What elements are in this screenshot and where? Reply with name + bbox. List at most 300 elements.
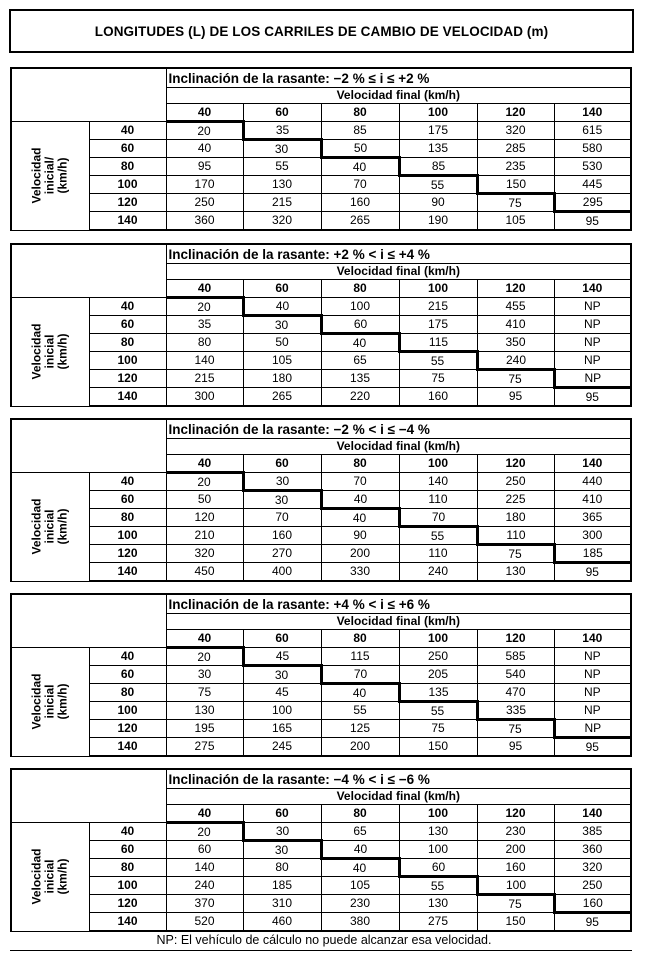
inclination-label: Inclinación de la rasante: −2 % ≤ i ≤ +2 % <box>166 68 631 88</box>
length-cell: 310 <box>243 895 321 913</box>
length-cell: 160 <box>399 388 477 407</box>
length-cell: 265 <box>243 388 321 407</box>
length-cell: 60 <box>399 859 477 877</box>
length-cell: 95 <box>554 913 631 932</box>
initial-speed-cell: 140 <box>89 563 166 582</box>
length-cell: 285 <box>477 140 554 158</box>
initial-speed-cell: 100 <box>89 702 166 720</box>
length-cell: 170 <box>166 176 243 194</box>
final-speed-header: 100 <box>399 630 477 648</box>
length-cell: 185 <box>554 545 631 563</box>
final-speed-header: 80 <box>321 630 399 648</box>
final-speed-header: 40 <box>166 805 243 823</box>
initial-speed-cell: 100 <box>89 176 166 194</box>
initial-speed-cell: 40 <box>89 473 166 491</box>
document-title <box>9 9 634 53</box>
final-speed-header: 60 <box>243 280 321 298</box>
length-cell: 95 <box>166 158 243 176</box>
length-cell: NP <box>554 316 631 334</box>
initial-speed-label-text <box>31 673 70 729</box>
length-cell: 240 <box>166 877 243 895</box>
initial-speed-label-line: (km/h) <box>55 157 70 194</box>
initial-speed-cell: 80 <box>89 334 166 352</box>
initial-speed-cell: 140 <box>89 913 166 932</box>
final-speed-header: 40 <box>166 280 243 298</box>
table-row <box>11 666 631 684</box>
initial-speed-cell: 100 <box>89 527 166 545</box>
table-row <box>11 720 631 738</box>
initial-speed-label-line: inicial <box>42 859 57 894</box>
length-cell: 180 <box>477 509 554 527</box>
length-cell: 240 <box>477 352 554 370</box>
initial-speed-cell: 60 <box>89 841 166 859</box>
length-cell: 585 <box>477 648 554 666</box>
length-cell: 410 <box>477 316 554 334</box>
length-cell: 360 <box>554 841 631 859</box>
final-speed-header: 120 <box>477 104 554 122</box>
length-cell: 110 <box>477 527 554 545</box>
initial-speed-cell: 120 <box>89 194 166 212</box>
length-cell: 360 <box>166 212 243 231</box>
length-cell: 80 <box>166 334 243 352</box>
length-cell: 105 <box>243 352 321 370</box>
table-row <box>11 122 631 140</box>
length-cell: 320 <box>477 122 554 140</box>
length-cell: 20 <box>166 823 243 841</box>
length-cell: 400 <box>243 563 321 582</box>
length-cell: 225 <box>477 491 554 509</box>
document-title-text: LONGITUDES (L) DE LOS CARRILES DE CAMBIO DE VELOCIDAD (m) <box>94 23 549 39</box>
length-cell: 75 <box>477 895 554 913</box>
final-speed-header: 60 <box>243 455 321 473</box>
length-cell: 115 <box>399 334 477 352</box>
table-row <box>11 545 631 563</box>
length-cell: 365 <box>554 509 631 527</box>
length-cell: 215 <box>243 194 321 212</box>
initial-speed-label <box>11 298 89 407</box>
final-speed-header: 140 <box>554 455 631 473</box>
length-cell: 95 <box>477 738 554 757</box>
inclination-row <box>11 594 631 614</box>
length-cell: 135 <box>399 140 477 158</box>
table-row <box>11 684 631 702</box>
initial-speed-label-text <box>31 147 70 203</box>
length-cell: 265 <box>321 212 399 231</box>
final-speed-header: 80 <box>321 805 399 823</box>
length-cell: 135 <box>321 370 399 388</box>
length-cell: 70 <box>399 509 477 527</box>
initial-speed-cell: 100 <box>89 352 166 370</box>
length-cell: 130 <box>399 823 477 841</box>
length-cell: 300 <box>166 388 243 407</box>
length-cell: NP <box>554 702 631 720</box>
final-speed-header: 120 <box>477 455 554 473</box>
footnote: NP: El vehículo de cálculo no puede alcanzar esa velocidad. <box>156 933 492 947</box>
table-row <box>11 491 631 509</box>
initial-speed-label-line: (km/h) <box>55 858 70 895</box>
length-cell: 130 <box>399 895 477 913</box>
length-cell: 250 <box>166 194 243 212</box>
length-cell: 90 <box>399 194 477 212</box>
initial-speed-label-text <box>31 323 70 379</box>
length-cell: 50 <box>243 334 321 352</box>
table-row <box>11 913 631 932</box>
length-cell: 80 <box>243 859 321 877</box>
length-cell: 200 <box>321 545 399 563</box>
final-speed-header: 140 <box>554 630 631 648</box>
length-cell: 85 <box>399 158 477 176</box>
length-cell: 160 <box>243 527 321 545</box>
table-row <box>11 388 631 407</box>
final-speed-header: 120 <box>477 630 554 648</box>
length-cell: 130 <box>243 176 321 194</box>
initial-speed-cell: 120 <box>89 895 166 913</box>
length-cell: 55 <box>399 702 477 720</box>
gradient-table-3 <box>10 418 632 582</box>
length-cell: 40 <box>321 334 399 352</box>
length-cell: 230 <box>321 895 399 913</box>
length-cell: 75 <box>477 720 554 738</box>
length-cell: 270 <box>243 545 321 563</box>
length-cell: 20 <box>166 473 243 491</box>
table-row <box>11 702 631 720</box>
length-cell: 30 <box>243 316 321 334</box>
length-cell: 55 <box>399 877 477 895</box>
length-cell: 520 <box>166 913 243 932</box>
length-cell: 75 <box>166 684 243 702</box>
initial-speed-label-line: (km/h) <box>55 683 70 720</box>
final-speed-header: 80 <box>321 455 399 473</box>
length-cell: 320 <box>166 545 243 563</box>
initial-speed-cell: 40 <box>89 122 166 140</box>
length-cell: 200 <box>477 841 554 859</box>
initial-speed-cell: 60 <box>89 140 166 158</box>
lengths-table <box>10 243 632 407</box>
final-speed-header: 40 <box>166 455 243 473</box>
length-cell: 200 <box>321 738 399 757</box>
initial-speed-label-text <box>31 498 70 554</box>
inclination-row <box>11 244 631 264</box>
length-cell: 180 <box>243 370 321 388</box>
length-cell: 40 <box>321 509 399 527</box>
length-cell: 70 <box>321 473 399 491</box>
length-cell: 250 <box>399 648 477 666</box>
length-cell: 40 <box>243 298 321 316</box>
final-speed-label: Velocidad final (km/h) <box>166 439 631 455</box>
length-cell: 530 <box>554 158 631 176</box>
initial-speed-cell: 60 <box>89 316 166 334</box>
length-cell: 105 <box>321 877 399 895</box>
length-cell: 30 <box>243 473 321 491</box>
length-cell: 30 <box>243 666 321 684</box>
table-row <box>11 212 631 231</box>
initial-speed-cell: 80 <box>89 158 166 176</box>
length-cell: 75 <box>477 545 554 563</box>
length-cell: 250 <box>554 877 631 895</box>
length-cell: 20 <box>166 122 243 140</box>
length-cell: 160 <box>477 859 554 877</box>
initial-speed-cell: 140 <box>89 212 166 231</box>
initial-speed-cell: 80 <box>89 684 166 702</box>
length-cell: 320 <box>554 859 631 877</box>
length-cell: 75 <box>477 194 554 212</box>
length-cell: 95 <box>554 563 631 582</box>
length-cell: 55 <box>399 176 477 194</box>
length-cell: 75 <box>399 720 477 738</box>
initial-speed-cell: 120 <box>89 545 166 563</box>
length-cell: 30 <box>243 841 321 859</box>
length-cell: 230 <box>477 823 554 841</box>
initial-speed-label-line: inicial <box>42 509 57 544</box>
length-cell: 160 <box>554 895 631 913</box>
initial-speed-cell: 140 <box>89 388 166 407</box>
length-cell: 130 <box>477 563 554 582</box>
initial-speed-label <box>11 648 89 757</box>
table-row <box>11 648 631 666</box>
table-row <box>11 176 631 194</box>
length-cell: 50 <box>321 140 399 158</box>
length-cell: 95 <box>554 738 631 757</box>
final-speed-header: 100 <box>399 104 477 122</box>
length-cell: 150 <box>399 738 477 757</box>
length-cell: 240 <box>399 563 477 582</box>
final-speed-header: 140 <box>554 104 631 122</box>
length-cell: 55 <box>399 527 477 545</box>
initial-speed-label-line: Velocidad <box>29 848 44 905</box>
inclination-row <box>11 68 631 88</box>
initial-speed-cell: 40 <box>89 823 166 841</box>
final-speed-header: 60 <box>243 805 321 823</box>
length-cell: 70 <box>321 176 399 194</box>
lengths-table <box>10 593 632 757</box>
inclination-label: Inclinación de la rasante: +4 % < i ≤ +6 % <box>166 594 631 614</box>
length-cell: 20 <box>166 648 243 666</box>
length-cell: 245 <box>243 738 321 757</box>
inclination-row <box>11 419 631 439</box>
length-cell: 100 <box>399 841 477 859</box>
length-cell: 140 <box>166 859 243 877</box>
length-cell: NP <box>554 298 631 316</box>
length-cell: 45 <box>243 648 321 666</box>
table-row <box>11 158 631 176</box>
lengths-table <box>10 418 632 582</box>
length-cell: 615 <box>554 122 631 140</box>
length-cell: 580 <box>554 140 631 158</box>
table-row <box>11 563 631 582</box>
length-cell: NP <box>554 720 631 738</box>
length-cell: 165 <box>243 720 321 738</box>
length-cell: 95 <box>477 388 554 407</box>
length-cell: 210 <box>166 527 243 545</box>
length-cell: 195 <box>166 720 243 738</box>
length-cell: 115 <box>321 648 399 666</box>
length-cell: 330 <box>321 563 399 582</box>
final-speed-header: 100 <box>399 455 477 473</box>
length-cell: 55 <box>321 702 399 720</box>
final-speed-label: Velocidad final (km/h) <box>166 88 631 104</box>
length-cell: 385 <box>554 823 631 841</box>
table-row <box>11 194 631 212</box>
initial-speed-cell: 100 <box>89 877 166 895</box>
initial-speed-label <box>11 122 89 231</box>
length-cell: 460 <box>243 913 321 932</box>
final-speed-header: 140 <box>554 805 631 823</box>
length-cell: 140 <box>399 473 477 491</box>
length-cell: 160 <box>321 194 399 212</box>
table-row <box>11 140 631 158</box>
initial-speed-label-line: inicial <box>42 334 57 369</box>
length-cell: 110 <box>399 545 477 563</box>
length-cell: 100 <box>477 877 554 895</box>
length-cell: 70 <box>321 666 399 684</box>
length-cell: 30 <box>243 140 321 158</box>
length-cell: 60 <box>321 316 399 334</box>
initial-speed-label-text <box>31 848 70 904</box>
corner-blank-cell <box>11 68 166 122</box>
final-speed-label: Velocidad final (km/h) <box>166 789 631 805</box>
length-cell: 95 <box>554 388 631 407</box>
length-cell: 370 <box>166 895 243 913</box>
length-cell: NP <box>554 648 631 666</box>
inclination-label: Inclinación de la rasante: −4 % < i ≤ −6 % <box>166 769 631 789</box>
initial-speed-label-line: inicial <box>42 684 57 719</box>
length-cell: 55 <box>399 352 477 370</box>
length-cell: 55 <box>243 158 321 176</box>
length-cell: 440 <box>554 473 631 491</box>
initial-speed-label-line: (km/h) <box>55 333 70 370</box>
length-cell: 40 <box>321 158 399 176</box>
length-cell: 50 <box>166 491 243 509</box>
length-cell: 150 <box>477 176 554 194</box>
length-cell: 275 <box>166 738 243 757</box>
initial-speed-cell: 80 <box>89 859 166 877</box>
table-row <box>11 334 631 352</box>
length-cell: 70 <box>243 509 321 527</box>
length-cell: 130 <box>166 702 243 720</box>
table-row <box>11 738 631 757</box>
length-cell: 175 <box>399 122 477 140</box>
length-cell: 455 <box>477 298 554 316</box>
table-row <box>11 316 631 334</box>
length-cell: 30 <box>243 491 321 509</box>
length-cell: 350 <box>477 334 554 352</box>
corner-blank-cell <box>11 769 166 823</box>
length-cell: 45 <box>243 684 321 702</box>
length-cell: 40 <box>166 140 243 158</box>
length-cell: 90 <box>321 527 399 545</box>
final-speed-header: 120 <box>477 280 554 298</box>
final-speed-header: 140 <box>554 280 631 298</box>
length-cell: 335 <box>477 702 554 720</box>
length-cell: 75 <box>399 370 477 388</box>
initial-speed-label-line: Velocidad <box>29 673 44 730</box>
initial-speed-label-line: (km/h) <box>55 508 70 545</box>
length-cell: 65 <box>321 352 399 370</box>
final-speed-header: 100 <box>399 805 477 823</box>
table-row <box>11 509 631 527</box>
initial-speed-label <box>11 823 89 932</box>
gradient-table-2 <box>10 243 632 407</box>
length-cell: NP <box>554 334 631 352</box>
final-speed-header: 60 <box>243 630 321 648</box>
table-row <box>11 841 631 859</box>
length-cell: 40 <box>321 684 399 702</box>
length-cell: 95 <box>554 212 631 231</box>
lengths-table <box>10 67 632 231</box>
length-cell: 445 <box>554 176 631 194</box>
length-cell: 450 <box>166 563 243 582</box>
table-row <box>11 298 631 316</box>
final-speed-header: 40 <box>166 630 243 648</box>
length-cell: 215 <box>166 370 243 388</box>
length-cell: 100 <box>243 702 321 720</box>
table-row <box>11 895 631 913</box>
length-cell: 300 <box>554 527 631 545</box>
length-cell: 35 <box>243 122 321 140</box>
corner-blank-cell <box>11 419 166 473</box>
initial-speed-cell: 40 <box>89 298 166 316</box>
length-cell: 120 <box>166 509 243 527</box>
initial-speed-cell: 60 <box>89 491 166 509</box>
length-cell: 380 <box>321 913 399 932</box>
length-cell: 40 <box>321 859 399 877</box>
length-cell: 65 <box>321 823 399 841</box>
length-cell: 110 <box>399 491 477 509</box>
length-cell: 75 <box>477 370 554 388</box>
length-cell: 320 <box>243 212 321 231</box>
length-cell: NP <box>554 370 631 388</box>
length-cell: 60 <box>166 841 243 859</box>
inclination-label: Inclinación de la rasante: +2 % < i ≤ +4 % <box>166 244 631 264</box>
length-cell: 540 <box>477 666 554 684</box>
initial-speed-cell: 120 <box>89 720 166 738</box>
length-cell: 275 <box>399 913 477 932</box>
length-cell: 185 <box>243 877 321 895</box>
lengths-table <box>10 768 632 932</box>
length-cell: 30 <box>243 823 321 841</box>
length-cell: 35 <box>166 316 243 334</box>
gradient-table-1 <box>10 67 632 231</box>
length-cell: 250 <box>477 473 554 491</box>
length-cell: 85 <box>321 122 399 140</box>
length-cell: 205 <box>399 666 477 684</box>
table-row <box>11 877 631 895</box>
length-cell: 220 <box>321 388 399 407</box>
length-cell: NP <box>554 352 631 370</box>
length-cell: 105 <box>477 212 554 231</box>
length-cell: 40 <box>321 841 399 859</box>
initial-speed-label-line: Velocidad <box>29 147 44 204</box>
length-cell: 150 <box>477 913 554 932</box>
length-cell: 20 <box>166 298 243 316</box>
initial-speed-cell: 80 <box>89 509 166 527</box>
table-row <box>11 370 631 388</box>
gradient-table-4 <box>10 593 632 757</box>
length-cell: 235 <box>477 158 554 176</box>
final-speed-header: 80 <box>321 104 399 122</box>
initial-speed-cell: 60 <box>89 666 166 684</box>
length-cell: 100 <box>321 298 399 316</box>
final-speed-header: 80 <box>321 280 399 298</box>
length-cell: 175 <box>399 316 477 334</box>
initial-speed-cell: 120 <box>89 370 166 388</box>
initial-speed-cell: 140 <box>89 738 166 757</box>
final-speed-label: Velocidad final (km/h) <box>166 264 631 280</box>
length-cell: 140 <box>166 352 243 370</box>
final-speed-label: Velocidad final (km/h) <box>166 614 631 630</box>
table-row <box>11 352 631 370</box>
initial-speed-label <box>11 473 89 582</box>
